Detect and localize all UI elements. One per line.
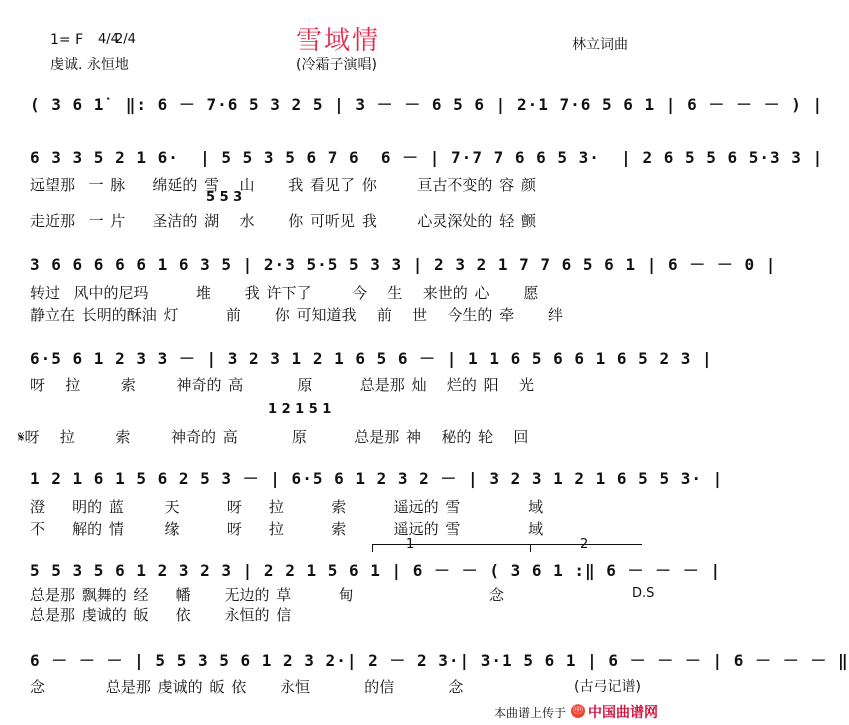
site-brand: 中国曲谱网 [588, 705, 658, 721]
lyric-line-5a: 澄 明的 蓝 天 呀 拉 索 遥远的 雪 域 [30, 498, 544, 516]
lyric-line-7: 念 总是那 虔诚的 皈 依 永恒 的信 念 [30, 678, 464, 696]
lyric-line-2a: 远望那 一 脉 绵延的 雪 山 我 看见了 你 亘古不变的 容 颜 [30, 176, 536, 194]
notation-line-2: 6 3 3 5 2 1 6· | 5 5 3 5 6 7 6 6 － | 7·7 7 6 6 5 3· | 2 6 5 5 6 5·3 3 | [30, 148, 824, 167]
ds-mark: D.S [632, 586, 655, 601]
lyric-line-2b: 走近那 一 片 圣洁的 湖 水 你 可听见 我 心灵深处的 轻 颤 [30, 212, 536, 230]
lyric-line-6b: 总是那 虔诚的 皈 依 永恒的 信 [30, 606, 292, 624]
volta-1: 1 [406, 537, 415, 552]
notation-line-4: 6·5 6 1 2 3 3 － | 3 2 3 1 2 1 6 5 6 － | 1 1 6 5 6 6 1 6 5 2 3 | [30, 349, 713, 368]
notation-line-7: 6 － － － | 5 5 3 5 6 1 2 3 2·| 2 － 2 3·| 3·1 5 6 1 | 6 － － － | 6 － － － ‖ [30, 651, 849, 670]
lyric-line-6a: 总是那 飘舞的 经 幡 无边的 草 甸 念 [30, 586, 504, 604]
key-signature: 1= F [50, 32, 84, 48]
site-logo-icon: ㊥ [573, 705, 583, 716]
lyric-line-4a: 呀 拉 索 神奇的 高 原 总是那 灿 烂的 阳 光 [30, 376, 534, 394]
meter-a: 4/4 [98, 32, 119, 47]
volta-start [372, 544, 373, 552]
volta-2: 2 [580, 537, 589, 552]
upload-note: 本曲谱上传于 [494, 706, 567, 720]
lyric-line-5b: 不 解的 情 缘 呀 拉 索 遥远的 雪 域 [30, 520, 544, 538]
notation-line-6: 5 5 3 5 6 1 2 3 2 3 | 2 2 1 5 6 1 | 6 － － ( 3 6 1 :‖ 6 － － － | [30, 561, 722, 580]
inset-notes-2: 5 5 3 [206, 190, 243, 205]
performer-subtitle: (冷霜子演唱) [296, 57, 377, 73]
notation-line-1: ( 3 6 1̇ ‖: 6 － 7·6 5 3 2 5 | 3 － － 6 5 6 | 2·1 7·6 5 6 1 | 6 － － － ) | [30, 95, 824, 114]
lyric-line-3a: 转过 风中的尼玛 堆 我 许下了 今 生 来世的 心 愿 [30, 284, 539, 302]
expression-mark: 虔诚. 永恒地 [50, 57, 129, 73]
volta-end [530, 544, 531, 552]
lyric-line-3b: 静立在 长明的酥油 灯 前 你 可知道我 前 世 今生的 牵 绊 [30, 306, 564, 324]
song-title: 雪域情 [296, 26, 381, 56]
meter-b: 2/4 [115, 32, 136, 47]
notation-line-5: 1 2 1 6 1 5 6 2 5 3 － | 6·5 6 1 2 3 2 － | 3 2 3 1 2 1 6 5 5 3· | [30, 469, 724, 488]
inset-notes-4: 1 2 1 5 1 [268, 402, 332, 417]
transcriber-note: (古弓记谱) [574, 679, 641, 695]
credit: 林立词曲 [572, 37, 628, 53]
notation-line-3: 3 6 6 6 6 6 1 6 3 5 | 2·3 5·5 5 3 3 | 2 3 2 1 7 7 6 5 6 1 | 6 － － 0 | [30, 255, 777, 274]
lyric-line-4b: 𝄋呀 拉 索 神奇的 高 原 总是那 神 秘的 轮 回 [18, 428, 529, 446]
